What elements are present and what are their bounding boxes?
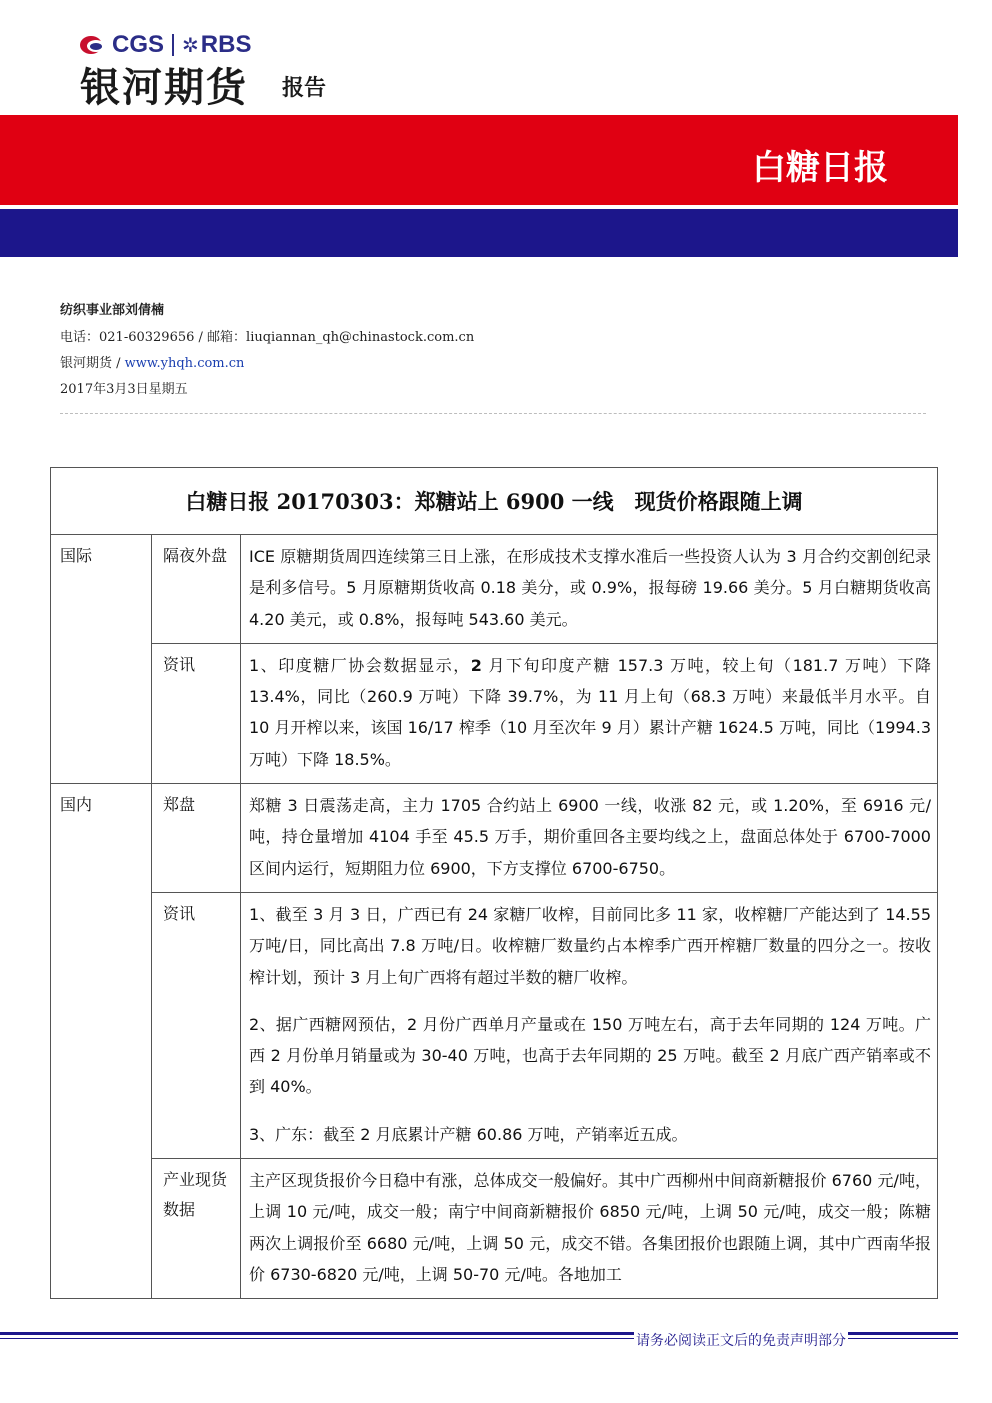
table-row: [51, 1159, 938, 1299]
intl-news-text: [241, 643, 938, 783]
logo-cgs-text: CGS: [112, 31, 165, 58]
domestic-news-item-3: 3、广东：截至 2 月底累计产糖 60.86 万吨，产销率近五成。: [249, 1124, 688, 1144]
report-date: 2017年3月3日星期五: [60, 382, 188, 397]
cgs-logo-icon: [80, 34, 106, 56]
blue-banner: [0, 209, 958, 257]
contact-line: [60, 329, 474, 347]
website-line: [60, 355, 244, 373]
table-row: [51, 784, 938, 893]
brand-logo: [80, 30, 251, 60]
category-domestic-news: 资讯: [152, 892, 241, 1158]
report-label: 报告: [282, 76, 327, 101]
domestic-news-item-1: 1、截至 3 月 3 日，广西已有 24 家糖厂收榨，目前同比多 11 家，收榨糖厂产能达到了 14.55 万吨/日，同比高出 7.8 万吨/日。收榨糖厂数量约占本榨季广西开榨糖厂数量的四分之一。按收榨计划，预计 3 月上旬广西将有超过半数的糖厂收榨。: [249, 904, 931, 987]
web-separator: /: [112, 356, 125, 371]
region-international: 国际: [51, 535, 152, 784]
domestic-news-cell: [241, 892, 938, 1158]
category-overnight: 隔夜外盘: [152, 535, 241, 644]
category-spot-data: 产业现货数据: [152, 1159, 241, 1299]
intl-news-part-a: 1、印度糖厂协会数据显示，: [249, 655, 471, 675]
rbs-logo-icon: ✲: [182, 33, 199, 57]
phone-label: 电话：: [60, 330, 100, 345]
dashed-divider: [60, 413, 926, 414]
logo-rbs-text: RBS: [200, 31, 252, 58]
table-row: [51, 892, 938, 1158]
table-row: [51, 535, 938, 644]
logo-divider: [172, 34, 174, 56]
domestic-news-item-2: 2、据广西糖网预估，2 月份广西单月产量或在 150 万吨左右，高于去年同期的 124 万吨。广西 2 月份单月销量或为 30-40 万吨，也高于去年同期的 25 万吨。截至 2 月底广西产销率或不到 40%。: [249, 1014, 931, 1097]
region-domestic: 国内: [51, 784, 152, 1299]
table-row: [51, 643, 938, 783]
table-title-row: [51, 468, 938, 535]
company-label: 银河期货: [60, 356, 113, 371]
author-dept: 纺织事业部刘倩楠: [60, 303, 165, 318]
email-label: / 邮箱：: [194, 330, 247, 345]
report-table: [50, 467, 938, 1299]
overnight-market-text: ICE 原糖期货周四连续第三日上涨，在形成技术支撑水准后一些投资人认为 3 月合约交割创纪录是利多信号。5 月原糖期货收高 0.18 美分，或 0.9%，报每磅 19.66 美分。5 月白糖期货收高 4.20 美元，或 0.8%，报每吨 543.60 美元。: [241, 535, 938, 644]
website-link[interactable]: www.yhqh.com.cn: [124, 356, 245, 371]
report-type-title: 白糖日报: [752, 148, 888, 188]
company-name: 银河期货: [80, 65, 248, 111]
category-intl-news: 资讯: [152, 643, 241, 783]
report-headline: 白糖日报 20170303：郑糖站上 6900 一线 现货价格跟随上调: [185, 489, 803, 514]
email-address[interactable]: liuqiannan_qh@chinastock.com.cn: [246, 330, 475, 345]
zhengzhou-market-text: 郑糖 3 日震荡走高，主力 1705 合约站上 6900 一线，收涨 82 元，或 1.20%，至 6916 元/吨，持仓量增加 4104 手至 45.5 万手，期价重回各主要均线之上，盘面总体处于 6700-7000 区间内运行，短期阻力位 6900，下方支撑位 6700-6750。: [241, 784, 938, 893]
spot-data-text: 主产区现货报价今日稳中有涨，总体成交一般偏好。其中广西柳州中间商新糖报价 6760 元/吨，上调 10 元/吨，成交一般；南宁中间商新糖报价 6850 元/吨，上调 50 元/吨，成交一般；陈糖两次上调报价至 6680 元/吨，上调 50 元，成交不错。各集团报价也跟随上调，其中广西南华报价 6730-6820 元/吨，上调 50-70 元/吨。各地加工: [241, 1159, 938, 1299]
phone-number: 021-60329656: [99, 330, 195, 345]
intl-news-bold: 2: [470, 655, 482, 675]
table-title-cell: [51, 468, 938, 535]
category-zhengzhou: 郑盘: [152, 784, 241, 893]
intl-news-part-b: 月下旬印度产糖 157.3 万吨，较上旬（181.7 万吨）下降 13.4%，同比（260.9 万吨）下降 39.7%，为 11 月上旬（68.3 万吨）来最低半月水平。自 10 月开榨以来，该国 16/17 榨季（10 月至次年 9 月）累计产糖 1624.5 万吨，同比（1994.3 万吨）下降 18.5%。: [249, 655, 931, 769]
disclaimer-note: 请务必阅读正文后的免责声明部分: [636, 1333, 846, 1349]
